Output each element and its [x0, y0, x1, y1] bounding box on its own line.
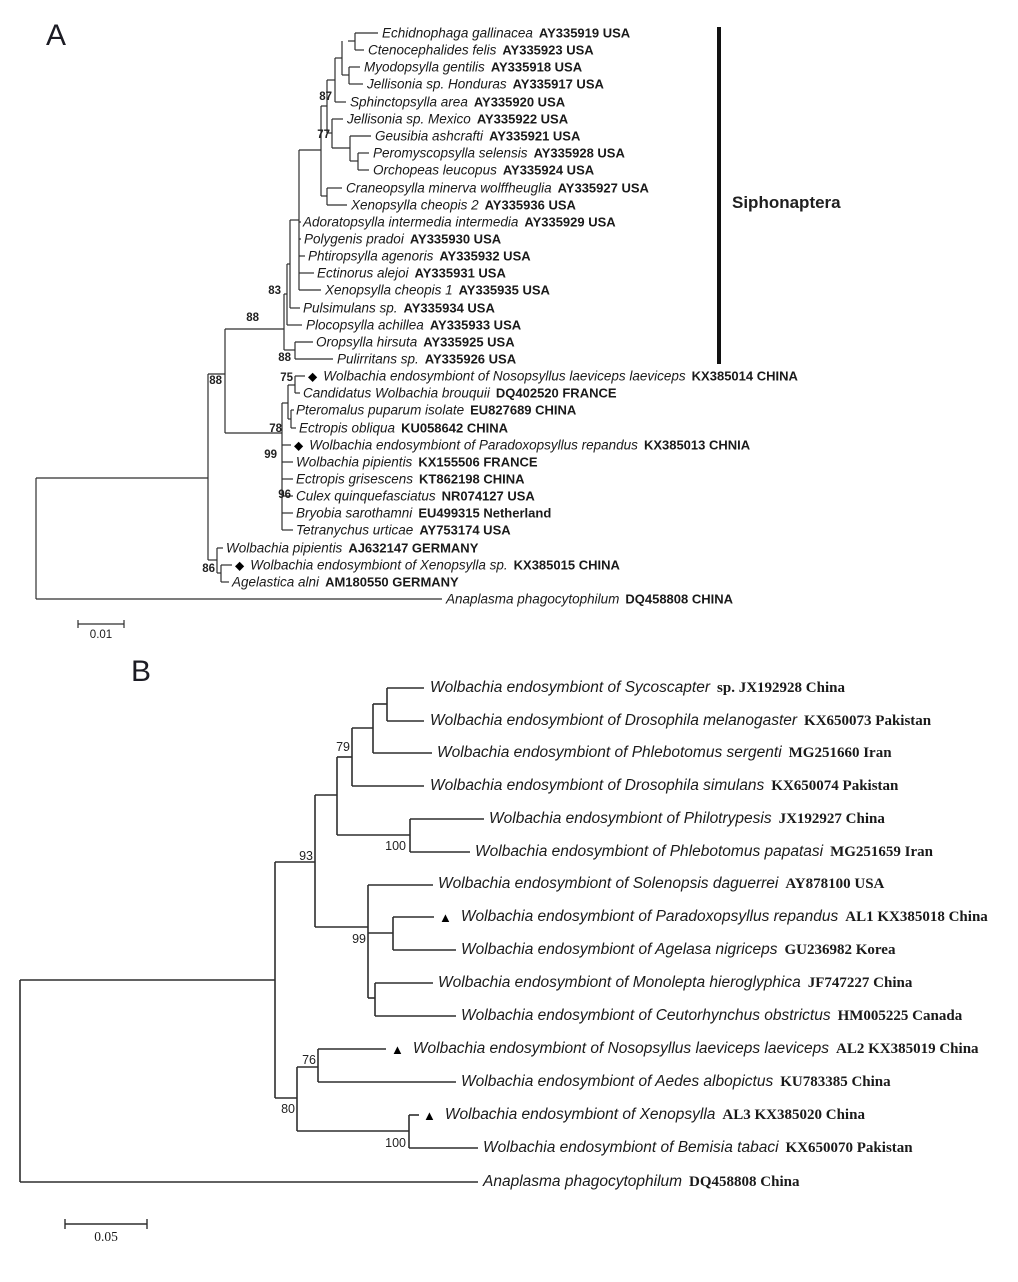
bootstrap-value: 75	[280, 372, 293, 384]
taxon-accession: AY335918 USA	[490, 59, 583, 75]
bootstrap-value: 99	[264, 449, 277, 461]
taxon-label	[423, 1106, 865, 1124]
siphonaptera-bracket	[717, 27, 721, 364]
taxon-label	[382, 26, 630, 41]
bootstrap-value: 83	[268, 285, 281, 297]
taxon-name: Pulirritans sp.	[337, 351, 419, 367]
taxon-label	[294, 438, 750, 453]
taxon-accession: AY335927 USA	[557, 180, 649, 196]
taxon-label	[308, 369, 798, 384]
diamond-marker-icon: ◆	[308, 369, 318, 383]
taxon-accession: AL2 KX385019 China	[836, 1040, 979, 1057]
taxon-accession: MG251659 Iran	[830, 843, 934, 860]
taxon-name: Craneopsylla minerva wolffheuglia	[346, 180, 552, 196]
taxon-label	[483, 1139, 913, 1157]
taxon-name: Ectropis grisescens	[296, 471, 414, 487]
taxon-label	[373, 163, 594, 178]
scale-bar-b	[65, 1219, 147, 1229]
taxon-label	[235, 558, 620, 573]
taxon-accession: KX650070 Pakistan	[785, 1139, 913, 1156]
taxon-name: Peromyscopsylla selensis	[373, 145, 528, 161]
taxon-name: Wolbachia endosymbiont of Phlebotomus papatasi	[475, 843, 824, 860]
taxon-name: Myodopsylla gentilis	[364, 59, 485, 75]
triangle-marker-icon: ▲	[423, 1107, 436, 1123]
taxon-label	[430, 679, 845, 697]
taxon-label	[437, 744, 892, 762]
taxon-accession: JX192927 China	[778, 810, 885, 827]
taxon-name: Wolbachia pipientis	[296, 454, 413, 470]
taxon-label	[461, 941, 895, 959]
taxon-name: Xenopsylla cheopis 1	[325, 282, 453, 298]
taxon-label	[303, 386, 617, 401]
taxon-accession: AY335930 USA	[409, 231, 502, 247]
taxon-accession: AY335921 USA	[489, 128, 581, 144]
taxon-name: Ctenocephalides felis	[368, 42, 497, 58]
taxon-label	[306, 318, 521, 333]
taxon-name: Wolbachia endosymbiont of Solenopsis daguerrei	[438, 875, 779, 892]
taxon-accession: KX155506 FRANCE	[418, 454, 538, 470]
taxon-accession: AM180550 GERMANY	[325, 574, 459, 590]
taxon-name: Wolbachia endosymbiont of Phlebotomus sergenti	[437, 744, 782, 761]
taxon-label	[350, 95, 565, 110]
taxon-name: Wolbachia endosymbiont of Paradoxopsyllus repandus	[309, 437, 638, 453]
taxon-accession: AY335919 USA	[538, 25, 631, 41]
taxon-accession: DQ458808 China	[689, 1173, 800, 1190]
bootstrap-value: 100	[385, 1136, 406, 1150]
bootstrap-value: 78	[269, 423, 282, 435]
taxon-label	[375, 129, 580, 144]
scale-bar-b-label: 0.05	[94, 1229, 118, 1244]
taxon-name: Wolbachia endosymbiont of Ceutorhynchus obstrictus	[461, 1007, 831, 1024]
taxon-label	[347, 112, 568, 127]
taxon-name: Wolbachia endosymbiont of Monolepta hieroglyphica	[438, 974, 801, 991]
taxon-accession: AY878100 USA	[785, 875, 885, 892]
taxon-name: Ectropis obliqua	[299, 420, 396, 436]
taxon-name: Plocopsylla achillea	[306, 317, 424, 333]
taxon-accession: AY335920 USA	[473, 94, 566, 110]
taxon-label	[373, 146, 625, 161]
taxon-accession: sp. JX192928 China	[717, 679, 845, 696]
taxon-name: Wolbachia endosymbiont of Nosopsyllus laeviceps laeviceps	[412, 1040, 830, 1057]
taxon-label	[351, 198, 576, 213]
taxon-name: Sphinctopsylla area	[350, 94, 468, 110]
taxon-accession: EU827689 CHINA	[470, 402, 577, 418]
taxon-name: Wolbachia pipientis	[226, 540, 343, 556]
taxon-label	[232, 575, 459, 590]
scale-bar-a	[78, 620, 124, 628]
taxon-name: Culex quinquefasciatus	[296, 488, 436, 504]
taxon-label	[296, 523, 511, 538]
triangle-marker-icon: ▲	[439, 909, 452, 925]
taxon-accession: AJ632147 GERMANY	[348, 540, 479, 556]
taxon-label	[483, 1173, 799, 1191]
bootstrap-value: 86	[202, 563, 215, 575]
taxon-accession: NR074127 USA	[441, 488, 535, 504]
taxon-name: Polygenis pradoi	[304, 231, 404, 247]
taxon-label	[308, 249, 531, 264]
taxon-accession: AY335923 USA	[502, 42, 594, 58]
taxon-label	[346, 181, 649, 196]
taxon-name: Wolbachia endosymbiont of Paradoxopsyllus repandus	[460, 908, 839, 925]
taxon-name: Phtiropsylla agenoris	[308, 248, 434, 264]
taxon-name: Candidatus Wolbachia brouquii	[303, 385, 490, 401]
taxon-label	[337, 352, 516, 367]
taxon-accession: AY335929 USA	[524, 214, 616, 230]
taxon-accession: JF747227 China	[807, 974, 913, 991]
taxon-label	[475, 843, 933, 861]
taxon-accession: AY335926 USA	[424, 351, 517, 367]
taxon-name: Ectinorus alejoi	[317, 265, 409, 281]
taxon-name: Bryobia sarothamni	[296, 505, 413, 521]
taxon-accession: AY335925 USA	[423, 334, 515, 350]
taxon-accession: GU236982 Korea	[784, 941, 896, 958]
taxon-label	[446, 592, 733, 607]
scale-bar-a-label: 0.01	[89, 629, 113, 641]
taxon-name: Orchopeas leucopus	[373, 162, 497, 178]
taxon-accession: AY335934 USA	[403, 300, 495, 316]
taxon-label	[461, 1007, 962, 1025]
taxon-accession: AY335917 USA	[512, 76, 604, 92]
taxon-accession: KX650073 Pakistan	[804, 712, 932, 729]
triangle-marker-icon: ▲	[391, 1041, 404, 1057]
taxon-name: Wolbachia endosymbiont of Philotrypesis	[489, 810, 772, 827]
bootstrap-value: 88	[246, 312, 259, 324]
taxon-name: Wolbachia endosymbiont of Nosopsyllus laeviceps laeviceps	[323, 368, 686, 384]
bootstrap-value: 87	[319, 91, 332, 103]
taxon-name: Geusibia ashcrafti	[375, 128, 484, 144]
taxon-label	[325, 283, 550, 298]
taxon-name: Agelastica alni	[232, 574, 320, 590]
taxon-label	[391, 1040, 979, 1058]
taxon-accession: AL3 KX385020 China	[722, 1106, 865, 1123]
bootstrap-value: 99	[352, 932, 366, 946]
taxon-accession: KX385015 CHINA	[513, 557, 620, 573]
taxon-name: Wolbachia endosymbiont of Xenopsylla sp.	[250, 557, 508, 573]
diamond-marker-icon: ◆	[294, 438, 304, 452]
taxon-name: Anaplasma phagocytophilum	[483, 1173, 683, 1190]
taxon-accession: AY335932 USA	[439, 248, 531, 264]
taxon-label	[226, 541, 478, 556]
taxon-label	[367, 77, 604, 92]
bootstrap-value: 79	[336, 740, 350, 754]
diamond-marker-icon: ◆	[235, 558, 245, 572]
taxon-label	[296, 489, 535, 504]
taxon-label	[296, 506, 551, 521]
taxon-label	[364, 60, 582, 75]
panel-b-tree-lines	[20, 688, 484, 1182]
taxon-accession: KU783385 China	[780, 1073, 891, 1090]
taxon-label	[316, 335, 515, 350]
taxon-accession: DQ458808 CHINA	[625, 591, 734, 607]
taxon-label	[430, 777, 898, 795]
taxon-name: Pulsimulans sp.	[303, 300, 398, 316]
taxon-accession: AY335931 USA	[414, 265, 506, 281]
taxon-accession: AY335924 USA	[502, 162, 595, 178]
taxon-accession: KT862198 CHINA	[419, 471, 525, 487]
taxon-accession: AY335928 USA	[533, 145, 625, 161]
clade-label-siphonaptera: Siphonaptera	[732, 193, 841, 212]
taxon-label	[368, 43, 594, 58]
taxon-accession: EU499315 Netherland	[418, 505, 552, 521]
taxon-name: Pteromalus puparum isolate	[296, 402, 465, 418]
taxon-name: Wolbachia endosymbiont of Sycoscapter	[430, 679, 711, 696]
bootstrap-value: 77	[317, 129, 330, 141]
taxon-label	[296, 455, 538, 470]
taxon-name: Jellisonia sp. Honduras	[367, 76, 507, 92]
taxon-label	[430, 712, 931, 730]
taxon-accession: HM005225 Canada	[837, 1007, 963, 1024]
taxon-label	[303, 301, 495, 316]
taxon-accession: KU058642 CHINA	[401, 420, 508, 436]
taxon-name: Adoratopsylla intermedia intermedia	[303, 214, 519, 230]
taxon-accession: AY335933 USA	[429, 317, 522, 333]
taxon-label	[489, 810, 885, 828]
bootstrap-value: 96	[278, 489, 291, 501]
bootstrap-value: 76	[302, 1053, 316, 1067]
taxon-name: Anaplasma phagocytophilum	[446, 591, 620, 607]
taxon-label	[296, 472, 525, 487]
taxon-name: Tetranychus urticae	[296, 522, 414, 538]
taxon-name: Wolbachia endosymbiont of Xenopsylla	[444, 1106, 716, 1123]
taxon-name: Wolbachia endosymbiont of Agelasa nigriceps	[461, 941, 778, 958]
taxon-name: Oropsylla hirsuta	[316, 334, 418, 350]
taxon-accession: DQ402520 FRANCE	[495, 385, 617, 401]
taxon-label	[299, 421, 508, 436]
taxon-name: Wolbachia endosymbiont of Aedes albopictus	[461, 1073, 774, 1090]
taxon-accession: AY335936 USA	[484, 197, 576, 213]
taxon-name: Jellisonia sp. Mexico	[347, 111, 471, 127]
bootstrap-value: 80	[281, 1102, 295, 1116]
bootstrap-value: 88	[278, 352, 291, 364]
taxon-label	[461, 1073, 891, 1091]
taxon-label	[438, 974, 912, 992]
bootstrap-value: 93	[299, 849, 313, 863]
taxon-name: Wolbachia endosymbiont of Drosophila melanogaster	[430, 712, 798, 729]
taxon-label	[438, 875, 884, 893]
taxon-label	[303, 215, 616, 230]
taxon-label	[317, 266, 506, 281]
taxon-label	[304, 232, 501, 247]
taxon-accession: MG251660 Iran	[788, 744, 892, 761]
panel-b-letter: B	[131, 655, 152, 688]
panel-a-letter: A	[46, 19, 67, 52]
bootstrap-value: 100	[385, 839, 406, 853]
taxon-name: Xenopsylla cheopis 2	[351, 197, 479, 213]
taxon-accession: AY753174 USA	[419, 522, 511, 538]
taxon-name: Wolbachia endosymbiont of Bemisia tabaci	[483, 1139, 779, 1156]
taxon-name: Wolbachia endosymbiont of Drosophila simulans	[430, 777, 765, 794]
taxon-label	[439, 908, 988, 926]
taxon-accession: KX650074 Pakistan	[771, 777, 899, 794]
taxon-accession: AL1 KX385018 China	[845, 908, 988, 925]
taxon-label	[296, 403, 576, 418]
taxon-accession: AY335922 USA	[476, 111, 569, 127]
taxon-accession: AY335935 USA	[458, 282, 550, 298]
taxon-name: Echidnophaga gallinacea	[382, 25, 533, 41]
taxon-accession: KX385014 CHINA	[691, 368, 798, 384]
taxon-accession: KX385013 CHNIA	[643, 437, 751, 453]
bootstrap-value: 88	[209, 375, 222, 387]
